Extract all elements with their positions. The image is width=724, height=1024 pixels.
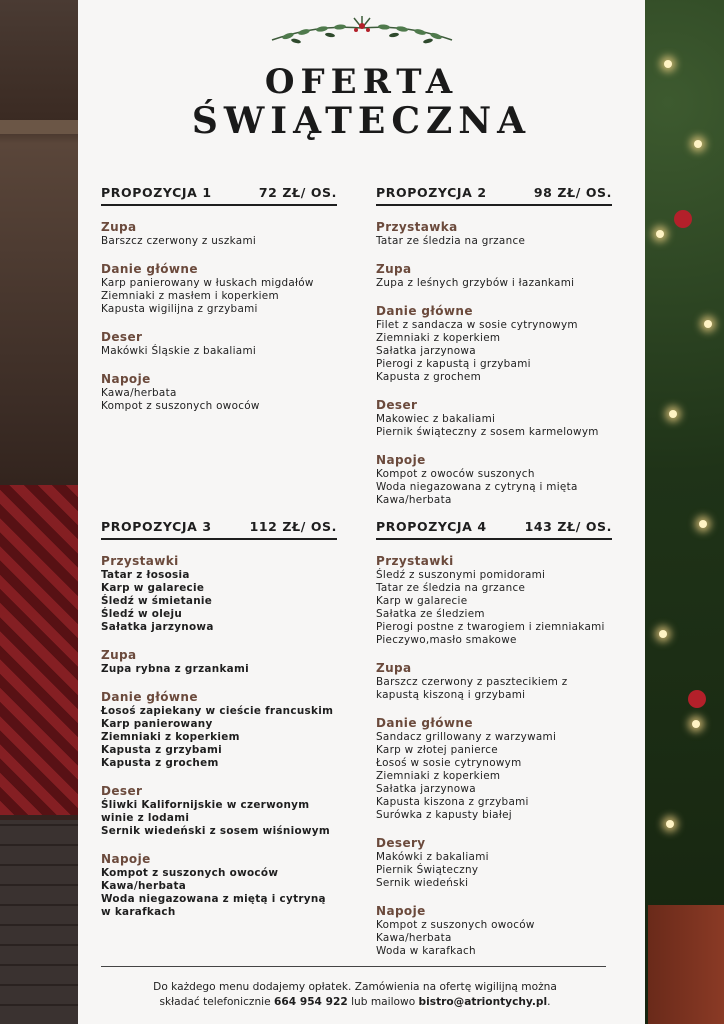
footer-divider [101, 966, 606, 967]
menu-item: Kompot z suszonych owoców [101, 867, 279, 879]
footer-line-2-mid: lub mailowo [347, 996, 419, 1008]
section-title: Danie główne [376, 304, 473, 318]
menu-item: Kompot z owoców suszonych [376, 468, 535, 480]
proposal-label: PROPOZYCJA 4 [376, 519, 487, 534]
section-title: Danie główne [101, 690, 198, 704]
menu-item: Kompot z suszonych owoców [376, 919, 535, 931]
menu-item: Karp w złotej panierce [376, 744, 498, 756]
menu-item: Makówki z bakaliami [376, 851, 489, 863]
footer-line-2 [100, 995, 610, 1010]
menu-item: Filet z sandacza w sosie cytrynowym [376, 319, 578, 331]
menu-item: Surówka z kapusty białej [376, 809, 512, 821]
menu-item: Karp w galarecie [376, 595, 468, 607]
menu-item: Kawa/herbata [101, 880, 187, 892]
menu-item: Śledź w śmietanie [101, 595, 213, 607]
menu-item: Łosoś zapiekany w cieście francuskim [101, 705, 334, 717]
menu-section [101, 690, 337, 770]
menu-item: Śledź z suszonymi pomidorami [376, 569, 546, 581]
proposal-label: PROPOZYCJA 3 [101, 519, 212, 534]
menu-section [376, 554, 612, 647]
proposal-price: 98 ZŁ/ OS. [533, 185, 612, 200]
section-title: Przystawka [376, 220, 458, 234]
menu-proposal-2 [376, 185, 612, 507]
footer-note [100, 980, 610, 1010]
menu-item: Kapusta z grochem [376, 371, 482, 383]
menu-item: Tatar ze śledzia na grzance [376, 235, 526, 247]
menu-item: Sałatka jarzynowa [101, 621, 214, 633]
menu-item: Kawa/herbata [101, 387, 177, 399]
phone-number[interactable]: 664 954 922 [274, 996, 348, 1008]
menu-item: Kawa/herbata [376, 494, 452, 506]
menu-item: Kompot z suszonych owoców [101, 400, 260, 412]
menu-item: Pierogi z kapustą i grzybami [376, 358, 531, 370]
section-title: Danie główne [101, 262, 198, 276]
menu-item: Sernik wiedeński z sosem wiśniowym [101, 825, 331, 837]
proposal-label: PROPOZYCJA 1 [101, 185, 212, 200]
menu-item: Pieczywo,masło smakowe [376, 634, 517, 646]
footer-line-2-prefix: składać telefonicznie [159, 996, 275, 1008]
menu-item: Kapusta kiszona z grzybami [376, 796, 529, 808]
menu-section [376, 716, 612, 822]
section-title: Napoje [101, 852, 151, 866]
section-title: Przystawki [101, 554, 179, 568]
menu-section [101, 784, 337, 838]
menu-item: Woda niegazowana z miętą i cytryną w karafkach [101, 893, 326, 918]
menu-item: Karp panierowany [101, 718, 213, 730]
proposal-header [101, 519, 337, 540]
proposal-price: 72 ZŁ/ OS. [258, 185, 337, 200]
section-title: Zupa [101, 220, 137, 234]
christmas-tree-background [644, 0, 724, 1024]
title-line-1: OFERTA [264, 62, 459, 102]
section-title: Zupa [101, 648, 137, 662]
section-title: Desery [376, 836, 426, 850]
menu-section [376, 661, 612, 702]
email-link[interactable]: bistro@atriontychy.pl [418, 996, 548, 1008]
menu-item: Pierogi postne z twarogiem i ziemniakami [376, 621, 605, 633]
section-title: Napoje [376, 904, 426, 918]
menu-item: Kapusta wigilijna z grzybami [101, 303, 258, 315]
menu-item: Kapusta z grzybami [101, 744, 222, 756]
plaid-blanket-decoration [0, 485, 80, 815]
section-title: Przystawki [376, 554, 454, 568]
menu-item: Barszcz czerwony z pasztecikiem z kapustą kiszoną i grzybami [376, 676, 568, 701]
menu-section [101, 372, 337, 413]
menu-section [376, 453, 612, 507]
menu-section [101, 852, 337, 919]
menu-item: Woda w karafkach [376, 945, 476, 957]
menu-item: Zupa rybna z grzankami [101, 663, 249, 675]
proposal-header [376, 519, 612, 540]
menu-item: Makowiec z bakaliami [376, 413, 496, 425]
menu-item: Ziemniaki z koperkiem [376, 770, 501, 782]
proposal-price: 112 ZŁ/ OS. [249, 519, 337, 534]
garland-icon [268, 14, 456, 50]
menu-item: Tatar z łososia [101, 569, 190, 581]
menu-item: Ziemniaki z koperkiem [101, 731, 240, 743]
menu-section [376, 262, 612, 290]
menu-section [101, 220, 337, 248]
menu-section [101, 262, 337, 316]
section-title: Deser [101, 330, 143, 344]
menu-item: Sernik wiedeński [376, 877, 469, 889]
proposal-label: PROPOZYCJA 2 [376, 185, 487, 200]
menu-item: Piernik świąteczny z sosem karmelowym [376, 426, 599, 438]
menu-item: Ziemniaki z masłem i koperkiem [101, 290, 279, 302]
section-title: Zupa [376, 661, 412, 675]
menu-item: Piernik Świąteczny [376, 864, 479, 876]
proposal-header [376, 185, 612, 206]
menu-section [101, 554, 337, 634]
footer-line-2-suffix: . [547, 996, 551, 1008]
menu-item: Barszcz czerwony z uszkami [101, 235, 257, 247]
menu-item: Sałatka jarzynowa [376, 783, 476, 795]
menu-item: Śliwki Kalifornijskie w czerwonym winie z lodami [101, 799, 310, 824]
menu-item: Karp w galarecie [101, 582, 205, 594]
menu-proposal-3 [101, 519, 337, 919]
menu-item: Ziemniaki z koperkiem [376, 332, 501, 344]
menu-section [376, 304, 612, 384]
section-title: Napoje [101, 372, 151, 386]
proposal-header [101, 185, 337, 206]
section-title: Deser [101, 784, 143, 798]
menu-proposal-4 [376, 519, 612, 958]
title-line-2: ŚWIĄTECZNA [191, 100, 532, 142]
menu-item: Śledź w oleju [101, 608, 183, 620]
section-title: Deser [376, 398, 418, 412]
section-title: Zupa [376, 262, 412, 276]
footer-line-1: Do każdego menu dodajemy opłatek. Zamówienia na ofertę wigilijną można [153, 981, 557, 993]
mantel-decoration [0, 120, 80, 134]
menu-item: Łosoś w sosie cytrynowym [376, 757, 522, 769]
menu-item: Woda niegazowana z cytryną i mięta [376, 481, 578, 493]
menu-item: Sandacz grillowany z warzywami [376, 731, 557, 743]
menu-section [376, 398, 612, 439]
menu-section [101, 648, 337, 676]
menu-section [101, 330, 337, 358]
menu-proposal-1 [101, 185, 337, 413]
menu-item: Tatar ze śledzia na grzance [376, 582, 526, 594]
proposal-price: 143 ZŁ/ OS. [524, 519, 612, 534]
menu-item: Karp panierowany w łuskach migdałów [101, 277, 314, 289]
menu-section [376, 904, 612, 958]
menu-section [376, 220, 612, 248]
menu-item: Kapusta z grochem [101, 757, 219, 769]
section-title: Napoje [376, 453, 426, 467]
brick-decoration [0, 820, 80, 1024]
section-title: Danie główne [376, 716, 473, 730]
gift-box-decoration [648, 905, 724, 1024]
menu-section [376, 836, 612, 890]
menu-item: Sałatka jarzynowa [376, 345, 476, 357]
menu-item: Zupa z leśnych grzybów i łazankami [376, 277, 575, 289]
menu-item: Makówki Śląskie z bakaliami [101, 345, 257, 357]
menu-item: Kawa/herbata [376, 932, 452, 944]
menu-item: Sałatka ze śledziem [376, 608, 485, 620]
